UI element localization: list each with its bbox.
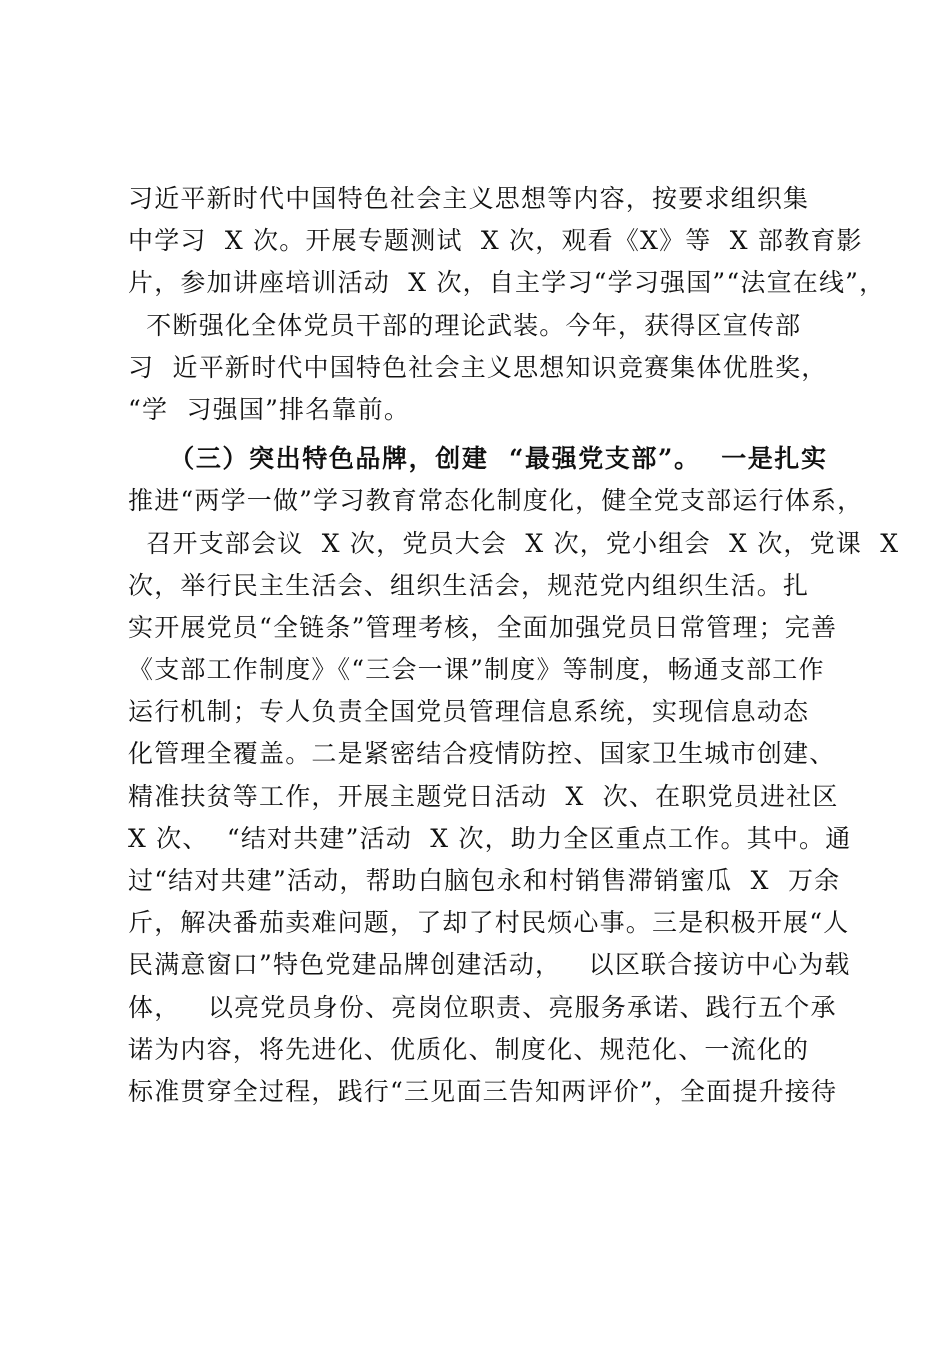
text-line-21: 诺为内容，将先进化、优质化、制度化、规范化、一流化的 [128,1034,810,1064]
text-line-18: 斤，解决番茄卖难问题，了却了村民烦心事。三是积极开展“人 [128,908,850,938]
text-line-8: 推进“两学一做”学习教育常态化制度化，健全党支部运行体系， [128,486,864,516]
text-line-14: 化管理全覆盖。二是紧密结合疫情防控、国家卫生城市创建、 [128,739,836,769]
text-line-15: 精准扶贫等工作，开展主题党日活动 X 次、在职党员进社区 [128,781,839,811]
text-line-19: 民满意窗口”特色党建品牌创建活动， 以区联合接访中心为载 [128,950,851,980]
text-line-22: 标准贯穿全过程，践行“三见面三告知两评价”，全面提升接待 [128,1076,838,1106]
text-line-20: 体， 以亮党员身份、亮岗位职责、亮服务承诺、践行五个承 [128,992,837,1022]
text-line-11: 实开展党员“全链条”管理考核，全面加强党员日常管理；完善 [128,612,838,642]
text-line-12: 《支部工作制度》《“三会一课”制度》等制度，畅通支部工作 [128,655,825,685]
text-line-10: 次，举行民主生活会、组织生活会，规范党内组织生活。扎 [128,570,810,600]
text-line-16: X 次、 “结对共建”活动 X 次，助力全区重点工作。其中。通 [128,823,852,853]
text-line-17: 过“结对共建”活动，帮助白脑包永和村销售滞销蜜瓜 X 万余 [128,866,841,895]
text-line-2: 中学习 X 次。开展专题测试 X 次，观看《X》等 X 部教育影 [128,226,863,256]
text-line-13: 运行机制；专人负责全国党员管理信息系统，实现信息动态 [128,697,810,727]
text-line-5: 习 近平新时代中国特色社会主义思想知识竞赛集体优胜奖， [128,352,828,382]
text-line-4: 不断强化全体党员干部的理论武装。今年，获得区宣传部 [128,310,802,340]
section-heading-line: （三）突出特色品牌，创建 “最强党支部”。 一是扎实 [128,444,828,474]
body-text [128,178,900,1113]
text-line-6: “学 习强国”排名靠前。 [128,394,411,424]
text-line-3: 片，参加讲座培训活动 X 次，自主学习“学习强国”“法宣在线”， [128,268,886,298]
text-line-9: 召开支部会议 X 次，党员大会 X 次，党小组会 X 次，党课 X [128,528,900,558]
text-line-1: 习近平新时代中国特色社会主义思想等内容，按要求组织集 [128,184,810,213]
